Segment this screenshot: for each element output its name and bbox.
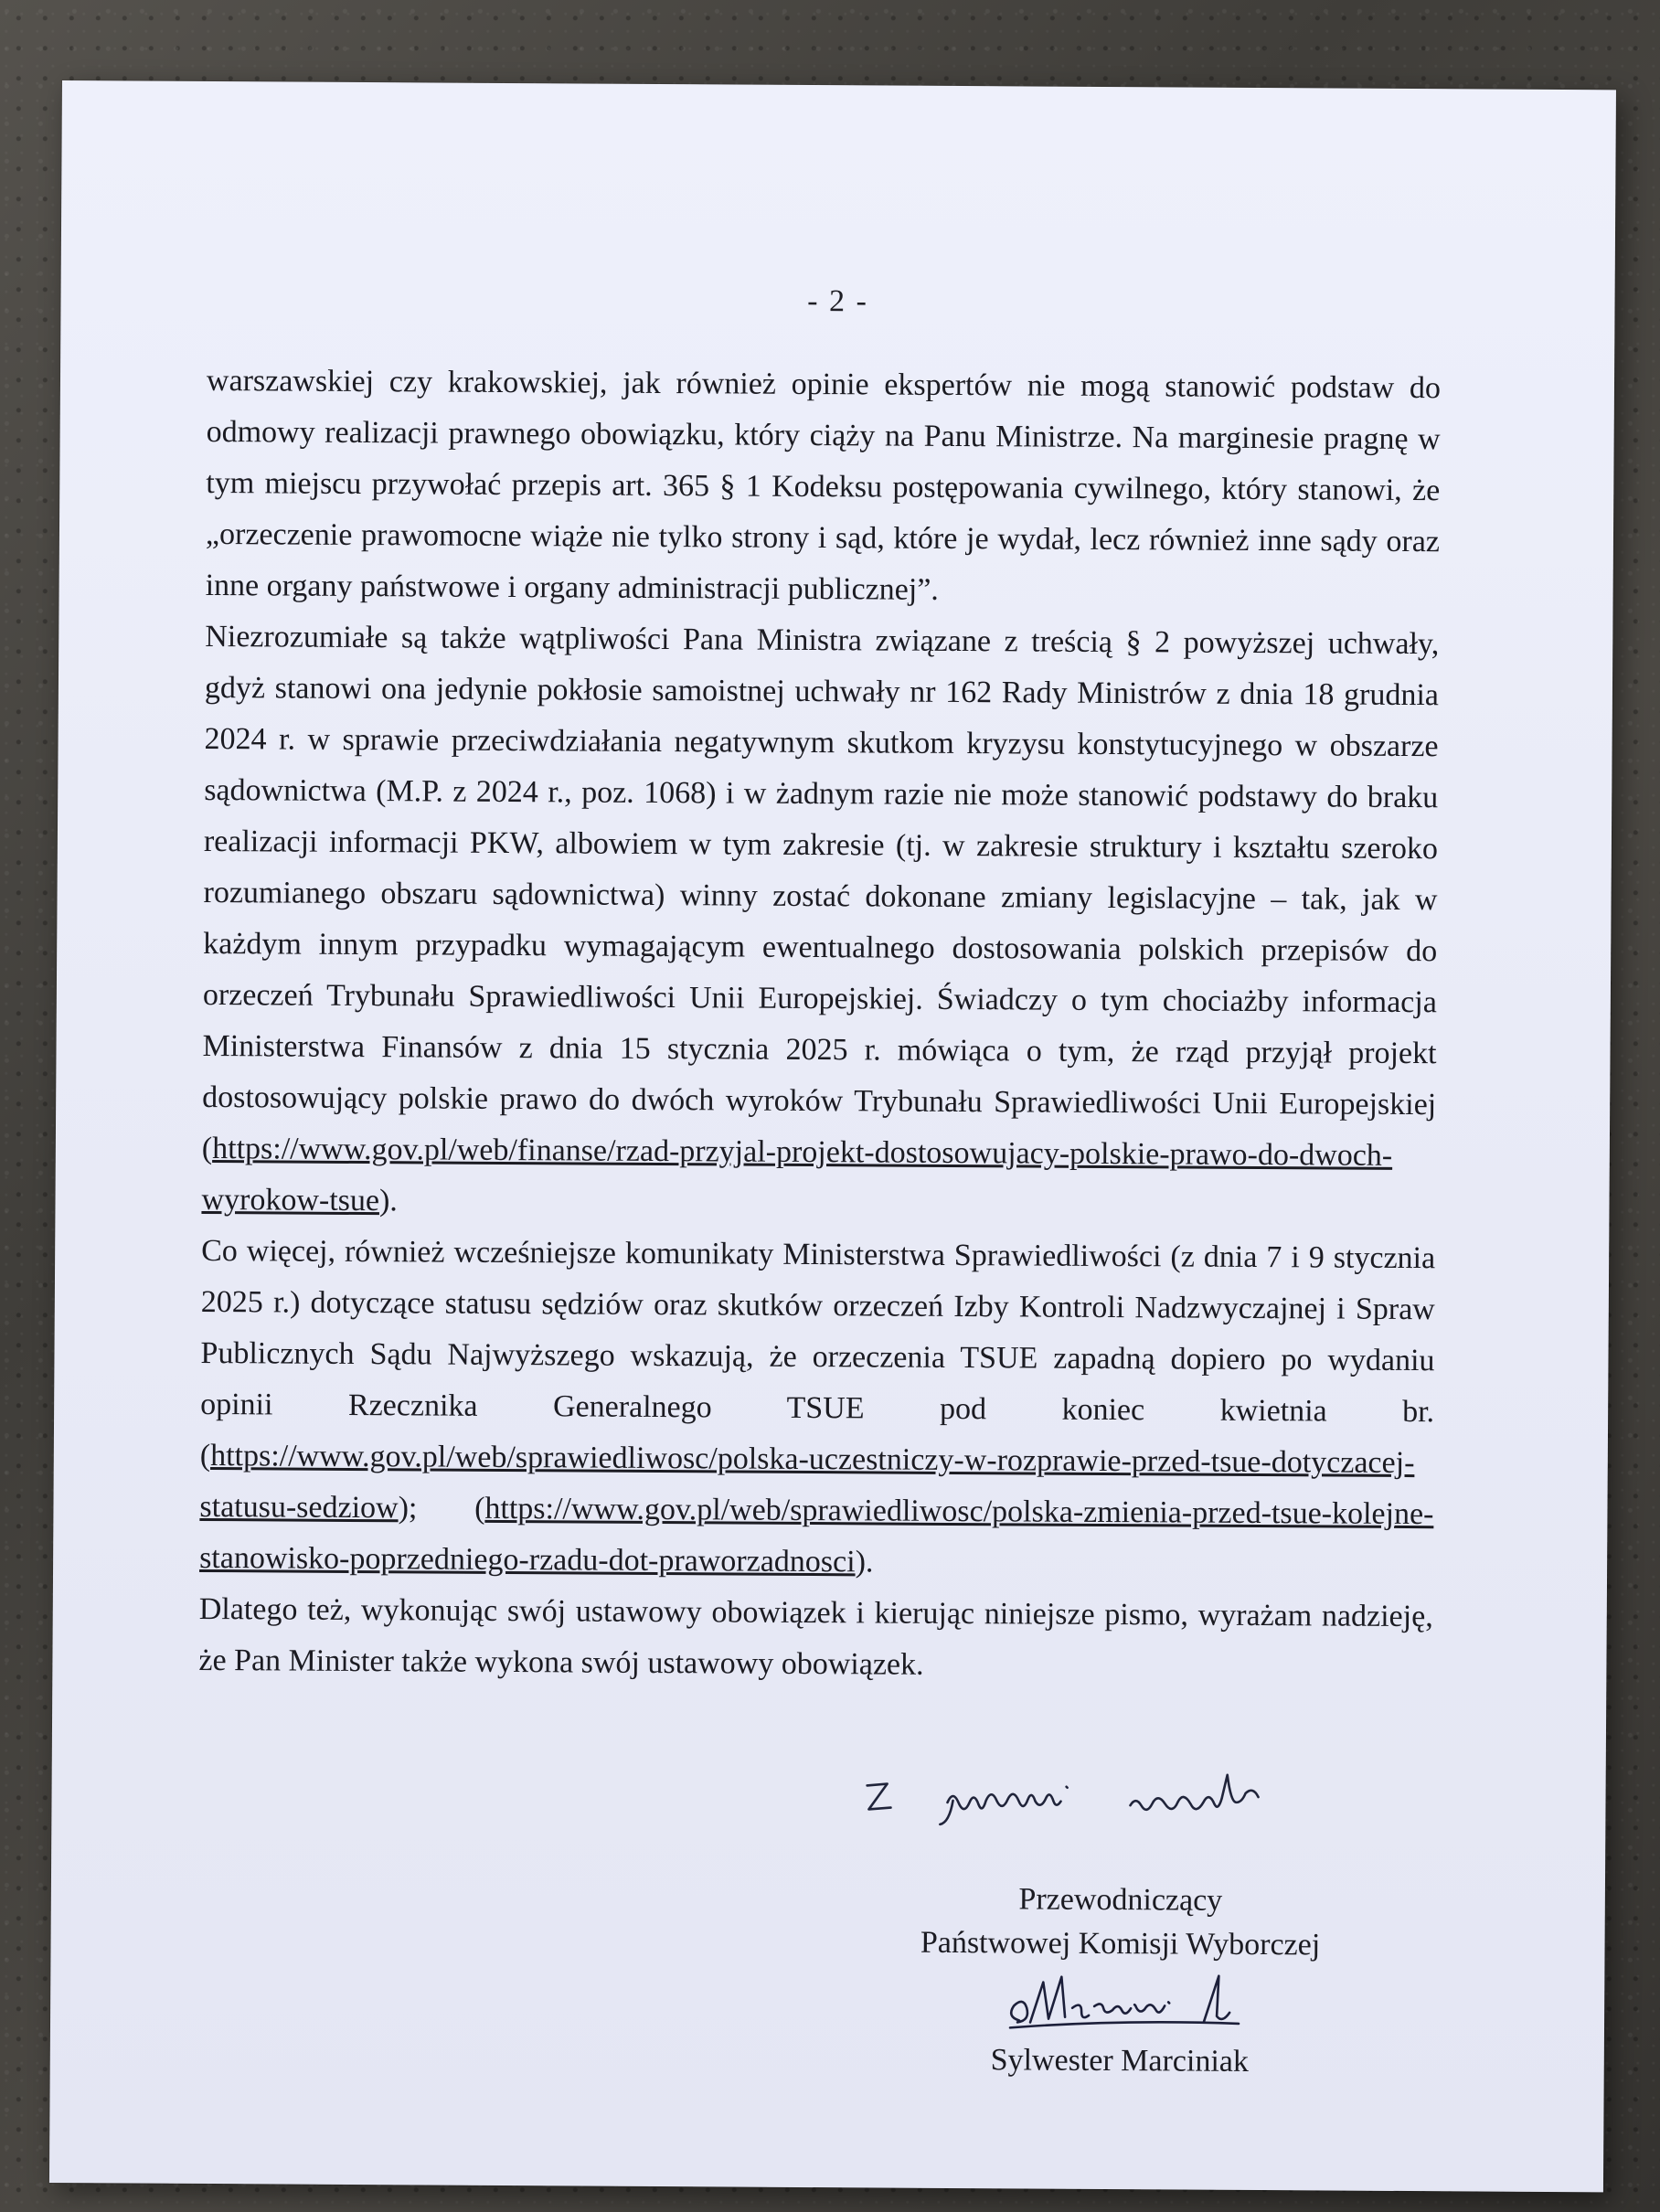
link-sprawiedliwosc-statusu-sedziow[interactable]: https://www.gov.pl/web/sprawiedliwosc/polska-uczestniczy-w-rozprawie-przed-tsue-dotyczacej-statusu-sedziow xyxy=(199,1439,1415,1526)
paragraph-3-text: Co więcej, również wcześniejsze komunikaty Ministerstwa Sprawiedliwości (z dnia 7 i 9 stycznia 2025 r.) dotyczące statusu sędziów oraz skutków orzeczeń Izby Kontroli Nadzwyczajnej i Spraw Publicznych Sądu Najwyższego wskazują, że orzeczenia TSUE zapadną dopiero po wydaniu opinii Rzecznika Generalnego TSUE pod koniec kwietnia br. ( xyxy=(199,1233,1436,1473)
paragraph-4: Dlatego też, wykonując swój ustawowy obowiązek i kierując niniejsze pismo, wyrażam nadzieję, że Pan Minister także wykona swój ustawowy obowiązek. xyxy=(198,1591,1433,1682)
paragraph-3-separator: ); ( xyxy=(398,1491,485,1526)
handwritten-signature xyxy=(992,1965,1248,2040)
link-sprawiedliwosc-praworzadnosci[interactable]: https://www.gov.pl/web/sprawiedliwosc/polska-zmienia-przed-tsue-kolejne-stanowisko-poprzedniego-rzadu-dot-praworzadnosci xyxy=(199,1491,1434,1579)
paragraph-1: warszawskiej czy krakowskiej, jak również opinie ekspertów nie mogą stanowić podstaw do odmowy realizacji prawnego obowiązku, który ciąży na Panu Ministrze. Na marginesie pragnę w tym miejscu przywołać przepis art. 365 § 1 Kodeksu postępowania cywilnego, który stanowi, że „orzeczenie prawomocne wiąże nie tylko strony i sąd, które je wydał, lecz również inne sądy oraz inne organy państwowe i organy administracji publicznej”. xyxy=(205,363,1442,607)
letter-body xyxy=(198,356,1441,1694)
signatory-title-1: Przewodniczący xyxy=(1018,1882,1223,1918)
signatory-name: Sylwester Marciniak xyxy=(990,2043,1250,2079)
signatory-title-2: Państwowej Komisji Wyborczej xyxy=(920,1925,1321,1962)
link-finanse-rzad-przyjal-projekt[interactable]: https://www.gov.pl/web/finanse/rzad-przyjal-projekt-dostosowujacy-polskie-prawo-do-dwoch-wyrokow-tsue xyxy=(201,1132,1393,1218)
paragraph-3-tail: ). xyxy=(855,1545,874,1579)
paragraph-3 xyxy=(199,1226,1435,1591)
letter-page xyxy=(49,80,1616,2192)
paragraph-2-tail: ). xyxy=(378,1184,398,1218)
paragraph-2-text: Niezrozumiałe są także wątpliwości Pana Ministra związane z treścią § 2 powyższej uchwały, gdyż stanowi ona jedynie pokłosie samoistnej uchwały nr 162 Rady Ministrów z dnia 18 grudnia 2024 r. w sprawie przeciwdziałania negatywnym skutkom kryzysu konstytucyjnego w obszarze sądownictwa (M.P. z 2024 r., poz. 1068) i w żadnym razie nie może stanowić podstawy do braku realizacji informacji PKW, albowiem w tym zakresie (tj. w zakresie struktury i kształtu szeroko rozumianego obszaru sądownictwa) winny zostać dokonane zmiany legislacyjne – tak, jak w każdym innym przypadku wymagającym ewentualnego dostosowania polskich przepisów do orzeczeń Trybunału Sprawiedliwości Unii Europejskiej. Świadczy o tym chociażby informacja Ministerstwa Finansów z dnia 15 stycznia 2025 r. mówiąca o tym, że rząd przyjął projekt dostosowujący polskie prawo do dwóch wyroków Trybunału Sprawiedliwości Unii Europejskiej ( xyxy=(201,619,1440,1166)
paragraph-2 xyxy=(201,611,1439,1233)
page-number: - 2 - xyxy=(807,283,868,319)
signature-block xyxy=(836,1877,1404,2085)
handwritten-closing xyxy=(856,1758,1405,1844)
